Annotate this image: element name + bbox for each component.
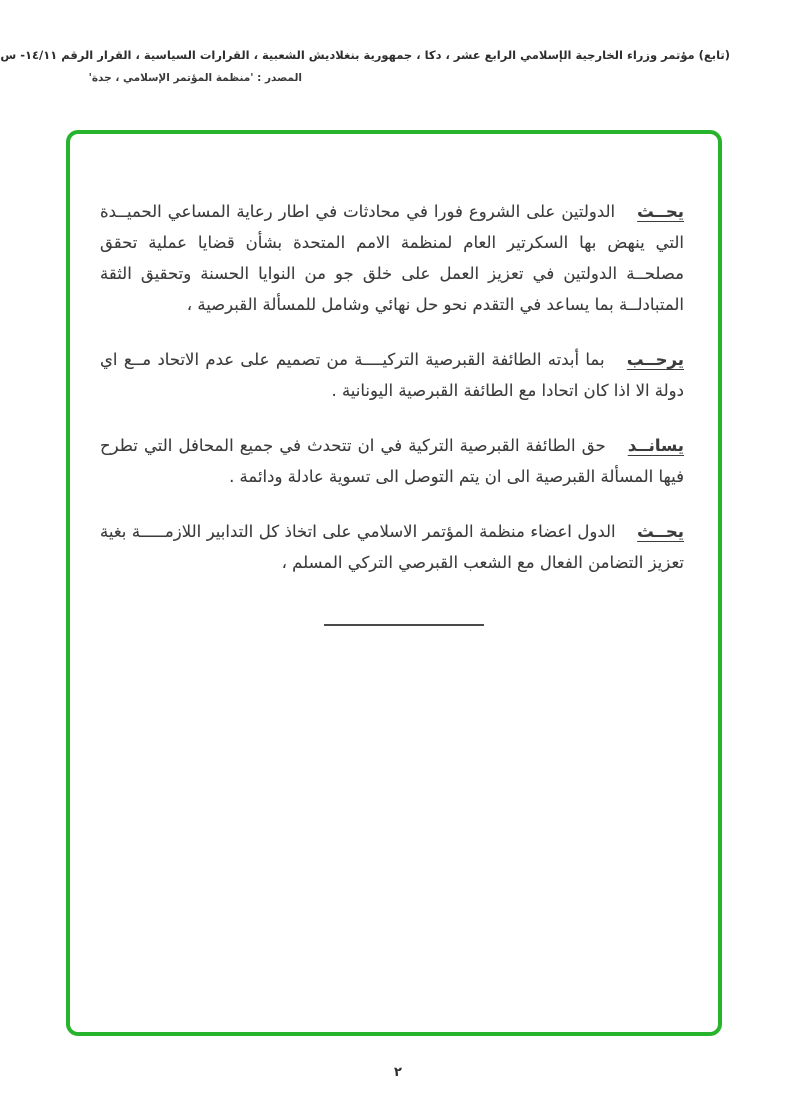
- paragraph: [100, 196, 684, 320]
- paragraph: [100, 516, 684, 578]
- document-frame: [66, 130, 722, 1036]
- paragraph-body: الدول اعضاء منظمة المؤتمر الاسلامي على اتخاذ كل التدابير اللازمـــــة بغية تعزيز التضامن الفعال مع الشعب القبرصي التركي المسلم ،: [100, 522, 684, 572]
- paragraph-body: حق الطائفة القبرصية التركية في ان تتحدث في جميع المحافل التي تطرح فيها المسألة القبرصية الى ان يتم التوصل الى تسوية عادلة ودائمة .: [100, 436, 684, 486]
- page-number: ٢: [394, 1065, 402, 1080]
- document-body: [100, 196, 684, 626]
- header-line-1: (تابع) مؤتمر وزراء الخارجية الإسلامي الرابع عشر ، دكا ، جمهورية بنغلاديش الشعبية ، القرارات السياسية ، القرار الرقم ١٤/١١- س: [0, 48, 730, 62]
- paragraph: [100, 430, 684, 492]
- header-line-2: المصدر : 'منظمة المؤتمر الإسلامي ، جدة': [88, 72, 302, 84]
- paragraph-body: الدولتين على الشروع فورا في محادثات في اطار رعاية المساعي الحميــدة التي ينهض بها السكرتير العام لمنظمة الامم المتحدة بشأن قضايا عملية تحقق مصلحــة الدولتين في تعزيز العمل على خلق جو من النوايا الحسنة وتحقيق الثقة المتبادلــة بما يساعد في التقدم نحو حل نهائي وشامل للمسألة القبرصية ،: [100, 202, 684, 314]
- paragraph-lead: يرحــب: [626, 350, 684, 369]
- paragraph-lead: يحــث: [637, 522, 685, 541]
- page-header: [0, 46, 730, 84]
- paragraph: [100, 344, 684, 406]
- paragraph-lead: يحــث: [637, 202, 685, 221]
- paragraph-body: بما أبدته الطائفة القبرصية التركيــــة من تصميم على عدم الاتحاد مــع اي دولة الا اذا كان اتحادا مع الطائفة القبرصية اليونانية .: [100, 350, 684, 400]
- page-footer: [0, 1065, 796, 1080]
- paragraph-lead: يسانــد: [627, 436, 684, 455]
- section-divider: [324, 624, 484, 626]
